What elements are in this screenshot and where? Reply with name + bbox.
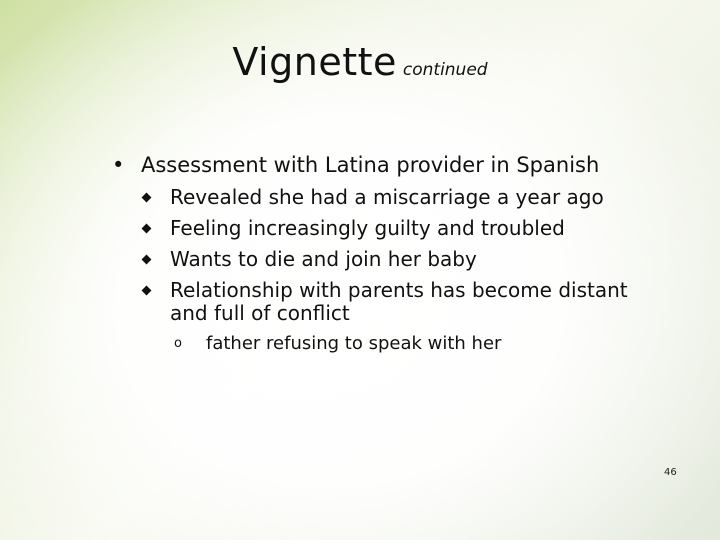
diamond-bullet-icon [142,193,152,203]
bullet-item [112,150,632,181]
slide-title [0,40,720,84]
circle-bullet-icon: o [174,336,182,351]
sub-bullet-text: Relationship with parents has become distant and full of conflict [170,278,628,325]
title-main: Vignette [232,40,397,84]
page-number: 46 [664,467,677,478]
bullet-list [112,150,632,355]
sub-bullet-item [141,186,632,209]
third-level-bullet-item [174,333,632,355]
sub-bullet-item [141,217,632,240]
title-subtitle: continued [402,60,488,80]
bullet-text: Assessment with Latina provider in Spanish [141,153,600,177]
diamond-bullet-icon [142,255,152,265]
sub-bullet-text: Feeling increasingly guilty and troubled [170,216,565,240]
sub-bullet-list [141,186,632,355]
third-level-bullet-text: father refusing to speak with her [206,333,502,354]
sub-bullet-text: Revealed she had a miscarriage a year ago [170,185,604,209]
diamond-bullet-icon [142,224,152,234]
bullet-dot-icon: • [112,153,125,177]
diamond-bullet-icon [142,286,152,296]
sub-bullet-text: Wants to die and join her baby [170,247,477,271]
sub-bullet-item [141,248,632,271]
sub-bullet-item [141,279,632,325]
